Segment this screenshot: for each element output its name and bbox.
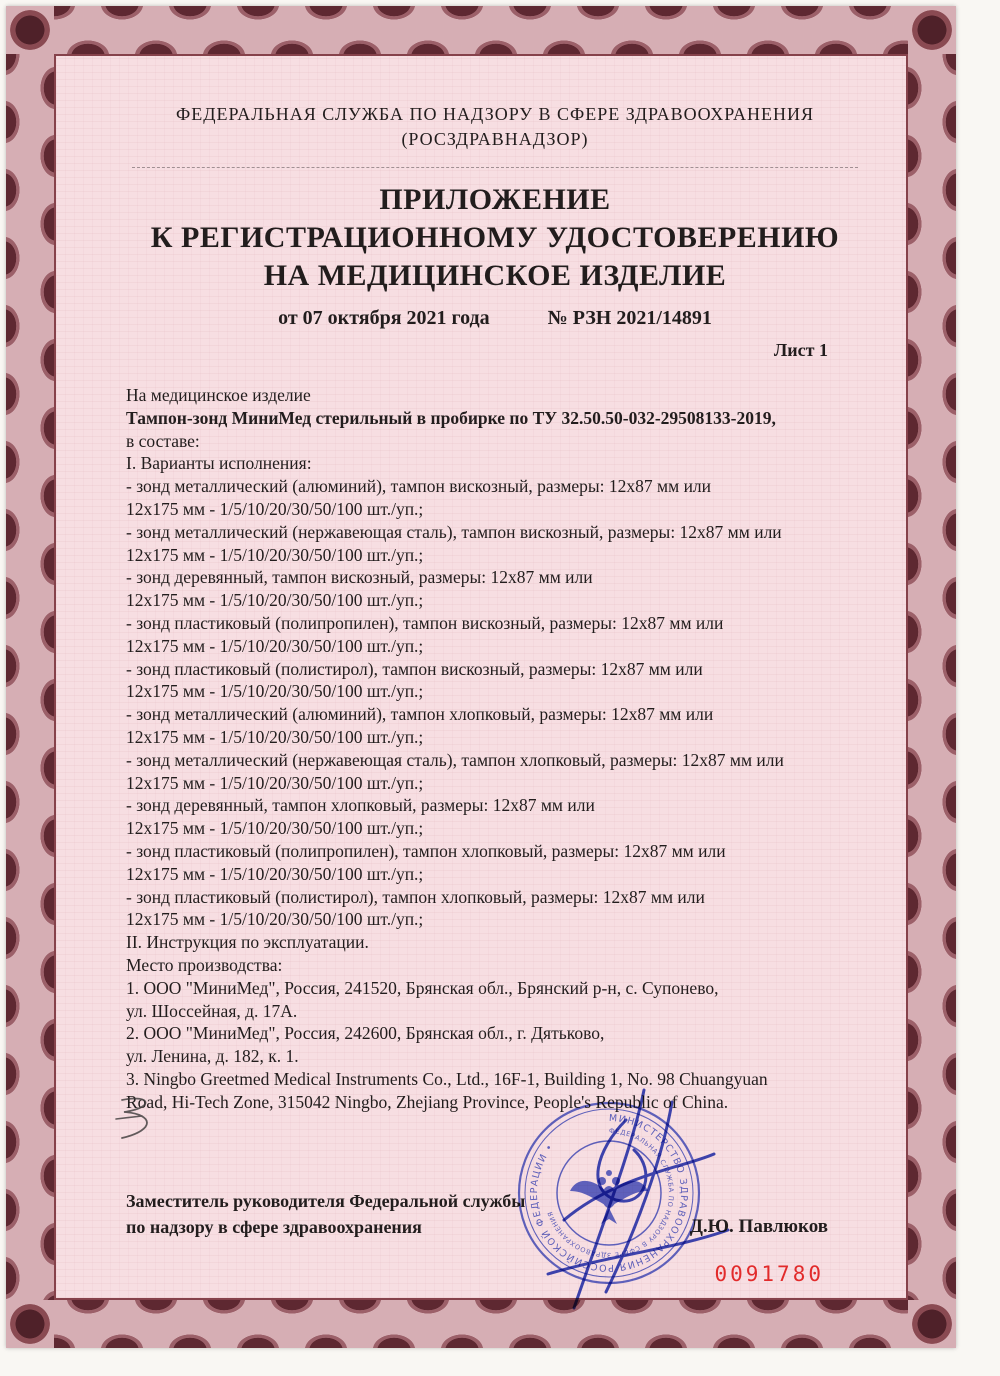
signer-title-line-1: Заместитель руководителя Федеральной службы (126, 1191, 526, 1211)
document-title-line-1: ПРИЛОЖЕНИЕ (379, 183, 611, 216)
section-variants-heading: I. Варианты исполнения: (126, 453, 312, 474)
production-line: Road, Hi-Tech Zone, 315042 Ningbo, Zhejiang Province, People's Republic of China. (126, 1091, 729, 1112)
production-line: 1. ООО "МиниМед", Россия, 241520, Брянская обл., Брянский р-н, с. Супонево, (126, 977, 719, 998)
product-name-line: Тампон-зонд МиниМед стерильный в пробирке по ТУ 32.50.50-032-29508133-2019, (126, 407, 776, 428)
variant-line: - зонд пластиковый (полипропилен), тампон хлопковый, размеры: 12х87 мм или (126, 840, 726, 861)
agency-name-line-1: ФЕДЕРАЛЬНАЯ СЛУЖБА ПО НАДЗОРУ В СФЕРЕ ЗДРАВООХРАНЕНИЯ (176, 104, 814, 124)
certificate-text (126, 384, 864, 1114)
sheet-number: Лист 1 (773, 340, 828, 360)
variant-line: - зонд пластиковый (полипропилен), тампон вискозный, размеры: 12х87 мм или (126, 612, 724, 633)
signer-title-line-2: по надзору в сфере здравоохранения (126, 1217, 422, 1237)
variant-line: - зонд пластиковый (полистирол), тампон вискозный, размеры: 12х87 мм или (126, 658, 703, 679)
production-line: 2. ООО "МиниМед", Россия, 242600, Брянская обл., г. Дятьково, (126, 1023, 605, 1044)
variant-line: - зонд металлический (нержавеющая сталь), тампон вискозный, размеры: 12х87 мм или (126, 521, 782, 542)
document-title-line-2: К РЕГИСТРАЦИОННОМУ УДОСТОВЕРЕНИЮ (150, 221, 840, 254)
variant-line: - зонд пластиковый (полистирол), тампон хлопковый, размеры: 12х87 мм или (126, 886, 705, 907)
section-instructions-heading: II. Инструкция по эксплуатации. (126, 932, 369, 953)
variant-line: 12х175 мм - 1/5/10/20/30/50/100 шт./уп.; (126, 772, 424, 793)
ornamental-border-top (54, 6, 908, 54)
ornamental-border-left (6, 54, 54, 1300)
signature-icon (476, 1078, 776, 1318)
variant-line: 12х175 мм - 1/5/10/20/30/50/100 шт./уп.; (126, 818, 424, 839)
variant-line: - зонд деревянный, тампон вискозный, размеры: 12х87 мм или (126, 567, 593, 588)
production-line: ул. Шоссейная, д. 17А. (126, 1000, 298, 1021)
issue-date: от 07 октября 2021 года (278, 307, 490, 329)
border-corner-medallion (6, 1300, 54, 1348)
issue-info-row (126, 303, 864, 333)
variant-line: - зонд металлический (алюминий), тампон вискозный, размеры: 12х87 мм или (126, 476, 712, 497)
variant-line: 12х175 мм - 1/5/10/20/30/50/100 шт./уп.; (126, 544, 424, 565)
variant-line: 12х175 мм - 1/5/10/20/30/50/100 шт./уп.; (126, 681, 424, 702)
border-corner-medallion (6, 6, 54, 54)
signer-name: Д.Ю. Павлюков (689, 1216, 828, 1237)
production-line: 3. Ningbo Greetmed Medical Instruments Co., Ltd., 16F-1, Building 1, No. 98 Chuangyuan (126, 1068, 768, 1089)
certificate-sheet (6, 6, 956, 1348)
registration-number: № РЗН 2021/14891 (547, 307, 712, 329)
variant-line: - зонд деревянный, тампон хлопковый, размеры: 12х87 мм или (126, 795, 595, 816)
document-title-line-3: НА МЕДИЦИНСКОЕ ИЗДЕЛИЕ (263, 259, 727, 292)
variant-line: 12х175 мм - 1/5/10/20/30/50/100 шт./уп.; (126, 726, 424, 747)
composition-line: в составе: (126, 430, 200, 451)
header-divider (132, 167, 858, 168)
production-line: ул. Ленина, д. 182, к. 1. (126, 1046, 299, 1067)
svg-text:МИНИСТЕРСТВО ЗДРАВООХРАНЕНИЯ Р: МИНИСТЕРСТВО ЗДРАВООХРАНЕНИЯ РОССИЙСКОЙ ФЕДЕРАЦИИ • (528, 1112, 690, 1274)
variant-line: 12х175 мм - 1/5/10/20/30/50/100 шт./уп.; (126, 863, 424, 884)
ornamental-border-right (908, 54, 956, 1300)
variant-line: - зонд металлический (алюминий), тампон хлопковый, размеры: 12х87 мм или (126, 704, 714, 725)
variant-line: 12х175 мм - 1/5/10/20/30/50/100 шт./уп.; (126, 498, 424, 519)
serial-number: 0091780 (714, 1262, 824, 1286)
variant-line: - зонд металлический (нержавеющая сталь), тампон хлопковый, размеры: 12х87 мм или (126, 749, 784, 770)
border-corner-medallion (908, 6, 956, 54)
intro-line: На медицинское изделие (126, 385, 311, 405)
handwritten-squiggle-icon (106, 1092, 166, 1148)
production-heading: Место производства: (126, 954, 283, 975)
variant-line: 12х175 мм - 1/5/10/20/30/50/100 шт./уп.; (126, 590, 424, 611)
signer-title (126, 1188, 525, 1240)
variant-line: 12х175 мм - 1/5/10/20/30/50/100 шт./уп.; (126, 909, 424, 930)
svg-text:ФЕДЕРАЛЬНАЯ СЛУЖБА ПО НАДЗОРУ: ФЕДЕРАЛЬНАЯ СЛУЖБА ПО НАДЗОРУ В СФЕРЕ ЗДРАВООХРАНЕНИЯ (545, 1126, 676, 1260)
agency-name-line-2: (РОСЗДРАВНАДЗОР) (401, 129, 589, 149)
border-corner-medallion (908, 1300, 956, 1348)
variant-line: 12х175 мм - 1/5/10/20/30/50/100 шт./уп.; (126, 635, 424, 656)
